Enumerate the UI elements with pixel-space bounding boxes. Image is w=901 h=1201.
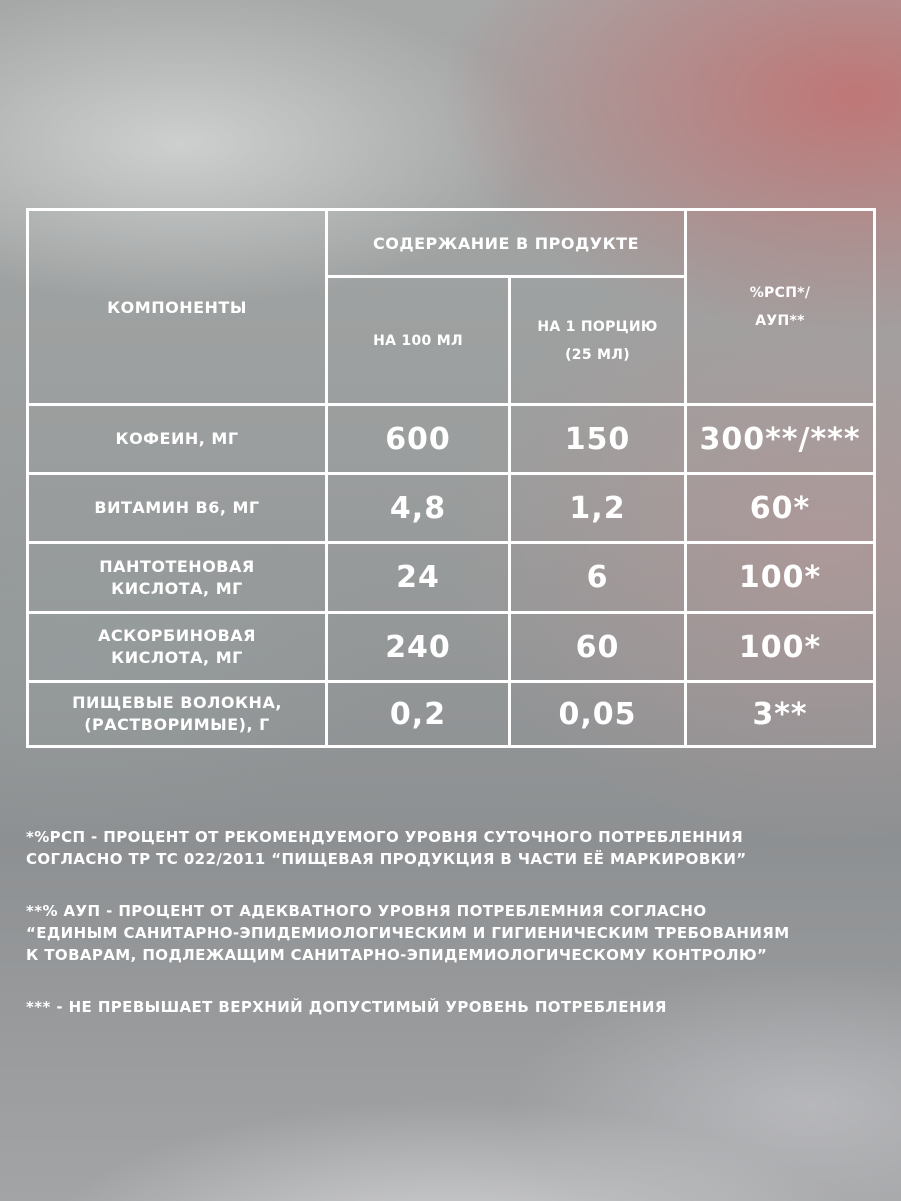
value: 1,2: [569, 490, 626, 526]
row-caffeine-name: [26, 403, 328, 475]
value: 60: [575, 629, 620, 665]
footnote-line: *** - НЕ ПРЕВЫШАЕТ ВЕРХНИЙ ДОПУСТИМЫЙ УРОВЕНЬ ПОТРЕБЛЕНИЯ: [26, 998, 667, 1016]
header-per-100ml: [325, 275, 511, 406]
row-caffeine-per-portion: [508, 403, 687, 475]
header-content-in-product: [325, 208, 687, 278]
header-content-label: СОДЕРЖАНИЕ В ПРОДУКТЕ: [373, 233, 639, 253]
row-pantothenic-name: [26, 541, 328, 614]
value: 3**: [752, 696, 808, 732]
row-vitamin-b6-per-100ml: [325, 472, 511, 544]
row-name-line2: (РАСТВОРИМЫЕ), Г: [84, 715, 270, 734]
row-name-line1: ПИЩЕВЫЕ ВОЛОКНА,: [72, 693, 282, 713]
nutrition-table: [26, 208, 876, 748]
header-components: [26, 208, 328, 406]
row-vitamin-b6-rsp: [684, 472, 876, 544]
row-pantothenic-rsp: [684, 541, 876, 614]
row-fiber-rsp: [684, 680, 876, 748]
value: 240: [385, 629, 451, 665]
value: 24: [396, 560, 440, 595]
footnote-line: “ЕДИНЫМ САНИТАРНО-ЭПИДЕМИОЛОГИЧЕСКИМ И ГИГИЕНИЧЕСКИМ ТРЕБОВАНИЯМ: [26, 924, 790, 942]
value: 100*: [738, 560, 822, 595]
header-rsp-line2: АУП**: [755, 313, 805, 329]
footnote-rsp: [26, 826, 876, 870]
row-name: ВИТАМИН В6, МГ: [94, 498, 260, 518]
value: 0,05: [558, 696, 637, 732]
row-caffeine-rsp: [684, 403, 876, 475]
value: 60*: [749, 490, 811, 526]
header-per-portion-line2: (25 МЛ): [565, 346, 630, 363]
value: 600: [385, 421, 451, 457]
footnote-line: СОГЛАСНО ТР ТС 022/2011 “ПИЩЕВАЯ ПРОДУКЦИЯ В ЧАСТИ ЕЁ МАРКИРОВКИ”: [26, 850, 747, 868]
row-vitamin-b6-per-portion: [508, 472, 687, 544]
footnotes: [26, 826, 876, 1048]
value: 0,2: [389, 696, 447, 732]
header-per-portion: [508, 275, 687, 406]
row-fiber-per-100ml: [325, 680, 511, 748]
header-per-portion-line1: НА 1 ПОРЦИЮ: [537, 318, 658, 335]
row-caffeine-per-100ml: [325, 403, 511, 475]
header-rsp: [684, 208, 876, 406]
row-ascorbic-name: [26, 611, 328, 683]
value: 4,8: [389, 490, 447, 526]
row-name-line1: АСКОРБИНОВАЯ: [97, 626, 256, 646]
row-ascorbic-per-portion: [508, 611, 687, 683]
footnote-line: **% АУП - ПРОЦЕНТ ОТ АДЕКВАТНОГО УРОВНЯ ПОТРЕБЛЕМНИЯ СОГЛАСНО: [26, 902, 707, 920]
row-ascorbic-per-100ml: [325, 611, 511, 683]
header-per-100ml-label: НА 100 МЛ: [373, 332, 463, 349]
value: 100*: [738, 629, 822, 665]
row-vitamin-b6-name: [26, 472, 328, 544]
value: 300**/***: [699, 421, 861, 457]
row-fiber-name: [26, 680, 328, 748]
header-components-label: КОМПОНЕНТЫ: [107, 297, 247, 317]
footnote-aup: [26, 900, 876, 966]
footnote-line: К ТОВАРАМ, ПОДЛЕЖАЩИМ САНИТАРНО-ЭПИДЕМИОЛОГИЧЕСКОМУ КОНТРОЛЮ”: [26, 946, 768, 964]
value: 6: [586, 560, 609, 595]
row-name-line2: КИСЛОТА, МГ: [111, 648, 243, 667]
row-name-line2: КИСЛОТА, МГ: [111, 578, 243, 598]
row-name-line1: ПАНТОТЕНОВАЯ: [99, 556, 255, 576]
row-name: КОФЕИН, МГ: [115, 429, 239, 449]
row-pantothenic-per-portion: [508, 541, 687, 614]
value: 150: [564, 421, 631, 457]
footnote-upper-limit: [26, 996, 876, 1018]
row-ascorbic-rsp: [684, 611, 876, 683]
row-fiber-per-portion: [508, 680, 687, 748]
footnote-line: *%РСП - ПРОЦЕНТ ОТ РЕКОМЕНДУЕМОГО УРОВНЯ СУТОЧНОГО ПОТРЕБЛЕННИЯ: [26, 828, 744, 846]
header-rsp-line1: %РСП*/: [749, 285, 811, 301]
row-pantothenic-per-100ml: [325, 541, 511, 614]
